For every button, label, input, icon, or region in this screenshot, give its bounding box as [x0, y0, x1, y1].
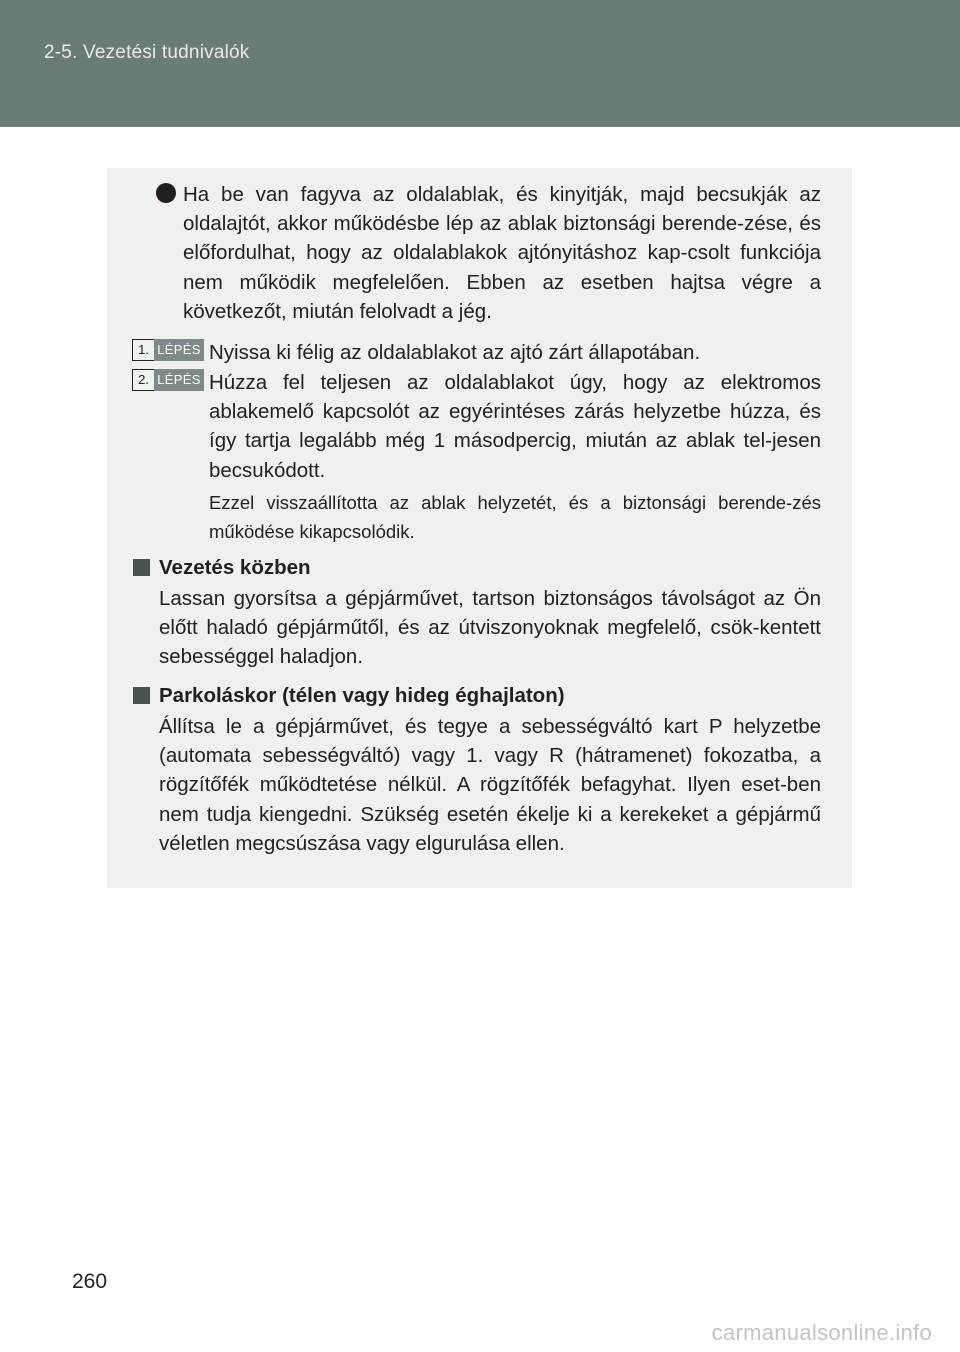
bullet-icon: [156, 183, 176, 203]
bullet-paragraph: Ha be van fagyva az oldalablak, és kinyitják, majd becsukják az oldalajtót, akkor működésbe lép az ablak biztonsági berende-zése, és előfordulhat, hogy az oldalablakok ajtónyitáshoz kap-csolt funkciója nem működik megfelelően. Ebben az esetben hajtsa végre a következőt, miután felolvadt a jég.: [183, 183, 821, 323]
section-heading-parking: Parkoláskor (télen vagy hideg éghajlaton): [159, 684, 565, 707]
step-1-label: LÉPÉS: [154, 339, 204, 361]
step-2-badge: [132, 369, 204, 391]
section-text-parking: Állítsa le a gépjárművet, és tegye a sebességváltó kart P helyzetbe (automata sebességváltó) vagy 1. vagy R (hátramenet) fokozatba, a rögzítőfék működtetése nélkül. A rögzítőfék befagyhat. Ilyen eset-ben nem tudja kiengedni. Szükség esetén ékelje ki a kerekeket a gépjármű véletlen megcsúszása vagy elgurulása ellen.: [159, 715, 821, 855]
page-number: 260: [72, 1270, 108, 1293]
step-1-number: 1.: [132, 339, 154, 361]
step-1-badge: [132, 339, 204, 361]
step-2-text: Húzza fel teljesen az oldalablakot úgy, hogy az elektromos ablakemelő kapcsolót az egyérintéses zárás helyzetbe húzza, és így tartja legalább még 1 másodpercig, miután az ablak tel-jesen becsukódott.: [209, 371, 821, 482]
watermark: carmanualsonline.info: [711, 1320, 932, 1345]
step-2-label: LÉPÉS: [154, 369, 204, 391]
step-note: Ezzel visszaállította az ablak helyzetét, és a biztonsági berende-zés működése kikapcsolódik.: [209, 492, 821, 542]
section-square-icon: [133, 559, 150, 576]
section-title: 2-5. Vezetési tudnivalók: [44, 42, 250, 63]
section-heading-driving: Vezetés közben: [159, 556, 311, 579]
section-text-driving: Lassan gyorsítsa a gépjárművet, tartson biztonságos távolságot az Ön előtt haladó gépjárműtől, és az útviszonyoknak megfelelő, csök-kentett sebességgel haladjon.: [159, 587, 821, 669]
page-header: [0, 0, 960, 127]
step-2-number: 2.: [132, 369, 154, 391]
step-1-text: Nyissa ki félig az oldalablakot az ajtó zárt állapotában.: [209, 341, 701, 364]
section-square-icon: [133, 687, 150, 704]
